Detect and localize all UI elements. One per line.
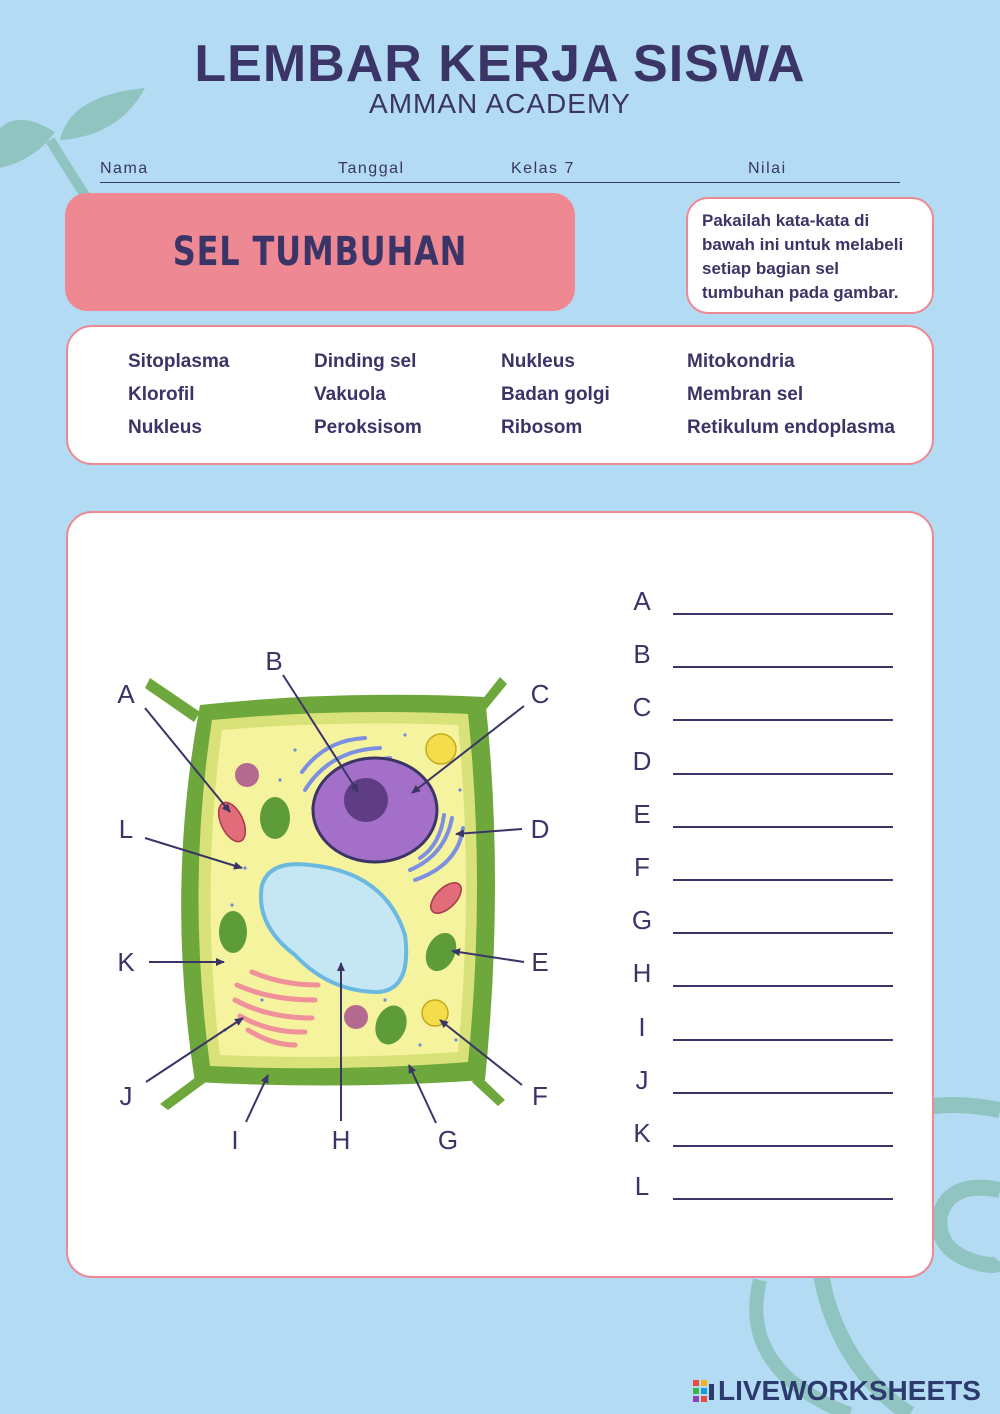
- word-bank-item: Dinding sel: [314, 351, 417, 372]
- answer-line-f[interactable]: [673, 879, 893, 881]
- peroxisome: [235, 763, 259, 787]
- diagram-label-h: H: [331, 1125, 351, 1155]
- topic-title: SEL TUMBUHAN: [172, 229, 468, 275]
- peroxisome: [426, 734, 456, 764]
- answer-line-h[interactable]: [673, 985, 893, 987]
- diagram-label-a: A: [117, 679, 135, 709]
- word-bank-item: Nukleus: [128, 417, 202, 438]
- diagram-label-j: J: [119, 1081, 133, 1111]
- cell-wall-corner: [145, 678, 200, 722]
- answer-letter-d: D: [632, 746, 652, 776]
- word-bank-item: Ribosom: [501, 417, 583, 438]
- answer-letter-e: E: [633, 799, 651, 829]
- diagram-label-i: I: [231, 1125, 239, 1155]
- chloroplast: [219, 911, 247, 953]
- nucleolus: [344, 778, 388, 822]
- date-field-label: Tanggal: [338, 160, 405, 177]
- answer-line-l[interactable]: [673, 1198, 893, 1200]
- answer-letter-g: G: [631, 905, 653, 935]
- word-bank-item: Vakuola: [314, 384, 386, 405]
- word-bank-item: Retikulum endoplasma: [687, 417, 895, 438]
- liveworksheets-logo-icon: [692, 1378, 716, 1404]
- diagram-label-g: G: [437, 1125, 459, 1155]
- cell-wall-corner: [478, 677, 507, 712]
- answer-line-i[interactable]: [673, 1039, 893, 1041]
- diagram-label-f: F: [532, 1081, 548, 1111]
- diagram-label-d: D: [530, 814, 550, 844]
- answer-letter-l: L: [634, 1171, 650, 1201]
- footer-brand-text: LIVEWORKSHEETS: [718, 1375, 981, 1406]
- peroxisome: [344, 1005, 368, 1029]
- diagram-label-c: C: [530, 679, 550, 709]
- answer-letter-b: B: [633, 639, 651, 669]
- word-bank-item: Membran sel: [687, 384, 804, 405]
- answer-line-e[interactable]: [673, 826, 893, 828]
- word-bank-item: Peroksisom: [314, 417, 422, 438]
- answer-line-j[interactable]: [673, 1092, 893, 1094]
- answer-letter-c: C: [632, 692, 652, 722]
- diagram-label-e: E: [531, 947, 549, 977]
- answer-line-k[interactable]: [673, 1145, 893, 1147]
- worksheet-title: LEMBAR KERJA SISWA: [194, 35, 806, 93]
- answer-letter-f: F: [634, 852, 650, 882]
- instruction-text: Pakailah kata-kata di bawah ini untuk melabeli setiap bagian sel tumbuhan pada gambar.: [702, 211, 904, 302]
- answer-letter-i: I: [638, 1012, 646, 1042]
- answer-line-c[interactable]: [673, 719, 893, 721]
- answer-letter-a: A: [633, 586, 651, 616]
- score-field-label: Nilai: [748, 160, 787, 177]
- word-bank-item: Mitokondria: [687, 351, 795, 372]
- answer-line-d[interactable]: [673, 773, 893, 775]
- word-bank-item: Badan golgi: [501, 384, 610, 405]
- class-field-label: Kelas 7: [511, 160, 575, 177]
- answer-letter-h: H: [632, 958, 652, 988]
- diagram-label-k: K: [117, 947, 135, 977]
- answer-line-g[interactable]: [673, 932, 893, 934]
- school-name: AMMAN ACADEMY: [369, 88, 631, 119]
- name-field-label: Nama: [100, 160, 149, 177]
- word-bank-item: Klorofil: [128, 384, 195, 405]
- answer-letter-j: J: [635, 1065, 649, 1095]
- diagram-label-b: B: [265, 646, 283, 676]
- answer-line-a[interactable]: [673, 613, 893, 615]
- word-bank-item: Sitoplasma: [128, 351, 230, 372]
- diagram-label-l: L: [118, 814, 134, 844]
- liveworksheets-footer[interactable]: [692, 1374, 981, 1408]
- chloroplast: [260, 797, 290, 839]
- cell-wall-corner: [472, 1074, 505, 1106]
- word-bank-item: Nukleus: [501, 351, 575, 372]
- cell-wall-corner: [160, 1074, 206, 1110]
- answer-line-b[interactable]: [673, 666, 893, 668]
- answer-letter-k: K: [633, 1118, 651, 1148]
